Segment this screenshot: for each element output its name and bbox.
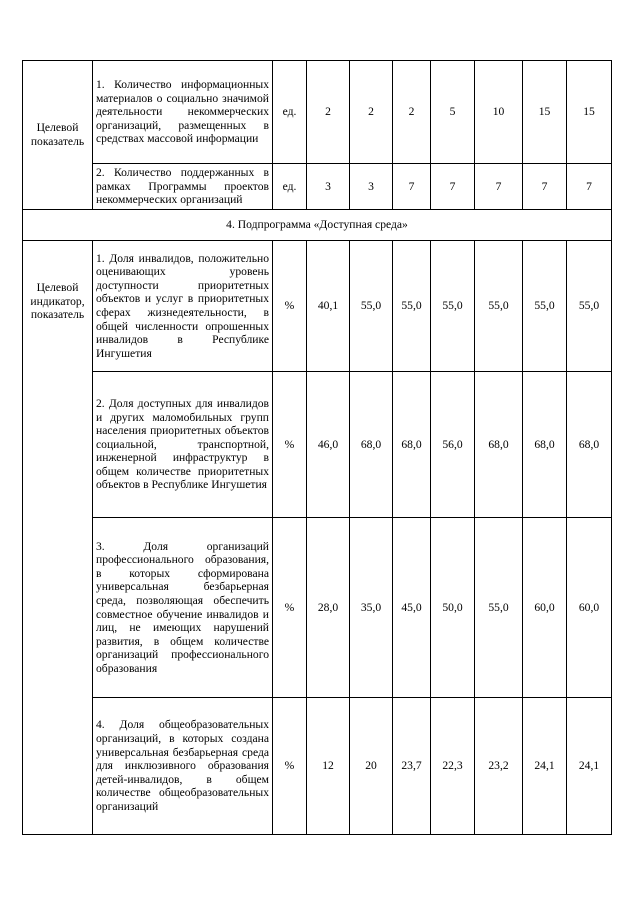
value-cell: 12 <box>307 698 350 835</box>
value-cell: 68,0 <box>475 372 523 518</box>
table-row <box>23 518 612 698</box>
table-row <box>23 372 612 518</box>
value-cell: 7 <box>523 164 567 210</box>
value-cell: 2 <box>393 61 431 164</box>
value-cell: 55,0 <box>475 518 523 698</box>
value-cell: 15 <box>567 61 612 164</box>
value-cell: 45,0 <box>393 518 431 698</box>
value-cell: 23,2 <box>475 698 523 835</box>
value-cell: 5 <box>431 61 475 164</box>
value-cell: 15 <box>523 61 567 164</box>
value-cell: 24,1 <box>523 698 567 835</box>
unit-cell: % <box>273 698 307 835</box>
value-cell: 68,0 <box>567 372 612 518</box>
value-cell: 68,0 <box>393 372 431 518</box>
value-cell: 60,0 <box>523 518 567 698</box>
indicators-table <box>22 60 612 835</box>
value-cell: 7 <box>431 164 475 210</box>
value-cell: 55,0 <box>393 241 431 372</box>
value-cell: 55,0 <box>431 241 475 372</box>
unit-cell: % <box>273 241 307 372</box>
value-cell: 35,0 <box>350 518 393 698</box>
value-cell: 68,0 <box>350 372 393 518</box>
value-cell: 68,0 <box>523 372 567 518</box>
indicator-type-label: Целевой индикатор, показатель <box>30 281 85 322</box>
indicator-type-label: Целевой показатель <box>30 121 85 148</box>
indicator-description: 4. Доля общеобразовательных организаций, в которых создана универсальная безбарьерная среда для инклюзивного образования детей-инвалидов, в общем количестве общеобразовательных организаций <box>93 698 273 835</box>
value-cell: 23,7 <box>393 698 431 835</box>
value-cell: 22,3 <box>431 698 475 835</box>
value-cell: 55,0 <box>350 241 393 372</box>
table-row <box>23 164 612 210</box>
table-row <box>23 61 612 164</box>
section-title: 4. Подпрограмма «Доступная среда» <box>23 210 612 241</box>
indicator-description: 2. Количество поддержанных в рамках Программы проектов некоммерческих организаций <box>93 164 273 210</box>
value-cell: 55,0 <box>567 241 612 372</box>
indicator-description: 1. Количество информационных материалов о социально значимой деятельности некоммерческих организаций, размещенных в средствах массовой информации <box>93 61 273 164</box>
section-row <box>23 210 612 241</box>
indicator-type-cell <box>23 61 93 210</box>
value-cell: 3 <box>307 164 350 210</box>
table-row <box>23 241 612 372</box>
unit-cell: ед. <box>273 164 307 210</box>
value-cell: 55,0 <box>475 241 523 372</box>
value-cell: 20 <box>350 698 393 835</box>
value-cell: 40,1 <box>307 241 350 372</box>
value-cell: 24,1 <box>567 698 612 835</box>
indicator-type-cell <box>23 241 93 835</box>
indicator-description: 3. Доля организаций профессионального образования, в которых сформирована универсальная безбарьерная среда, позволяющая обеспечить совместное обучение инвалидов и лиц, не имеющих нарушений развития, в общем количестве организаций профессионального образования <box>93 518 273 698</box>
value-cell: 50,0 <box>431 518 475 698</box>
value-cell: 7 <box>475 164 523 210</box>
value-cell: 60,0 <box>567 518 612 698</box>
value-cell: 7 <box>567 164 612 210</box>
value-cell: 56,0 <box>431 372 475 518</box>
value-cell: 46,0 <box>307 372 350 518</box>
value-cell: 2 <box>307 61 350 164</box>
value-cell: 3 <box>350 164 393 210</box>
value-cell: 10 <box>475 61 523 164</box>
unit-cell: ед. <box>273 61 307 164</box>
value-cell: 7 <box>393 164 431 210</box>
indicator-description: 2. Доля доступных для инвалидов и других маломобильных групп населения приоритетных объектов социальной, транспортной, инженерной инфраструктур в общем количестве приоритетных объектов в Республике Ингушетия <box>93 372 273 518</box>
value-cell: 55,0 <box>523 241 567 372</box>
value-cell: 2 <box>350 61 393 164</box>
table-row <box>23 698 612 835</box>
unit-cell: % <box>273 372 307 518</box>
indicator-description: 1. Доля инвалидов, положительно оценивающих уровень доступности приоритетных объектов и услуг в приоритетных сферах жизнедеятельности, в общей численности опрошенных инвалидов в Республике Ингушетия <box>93 241 273 372</box>
value-cell: 28,0 <box>307 518 350 698</box>
unit-cell: % <box>273 518 307 698</box>
